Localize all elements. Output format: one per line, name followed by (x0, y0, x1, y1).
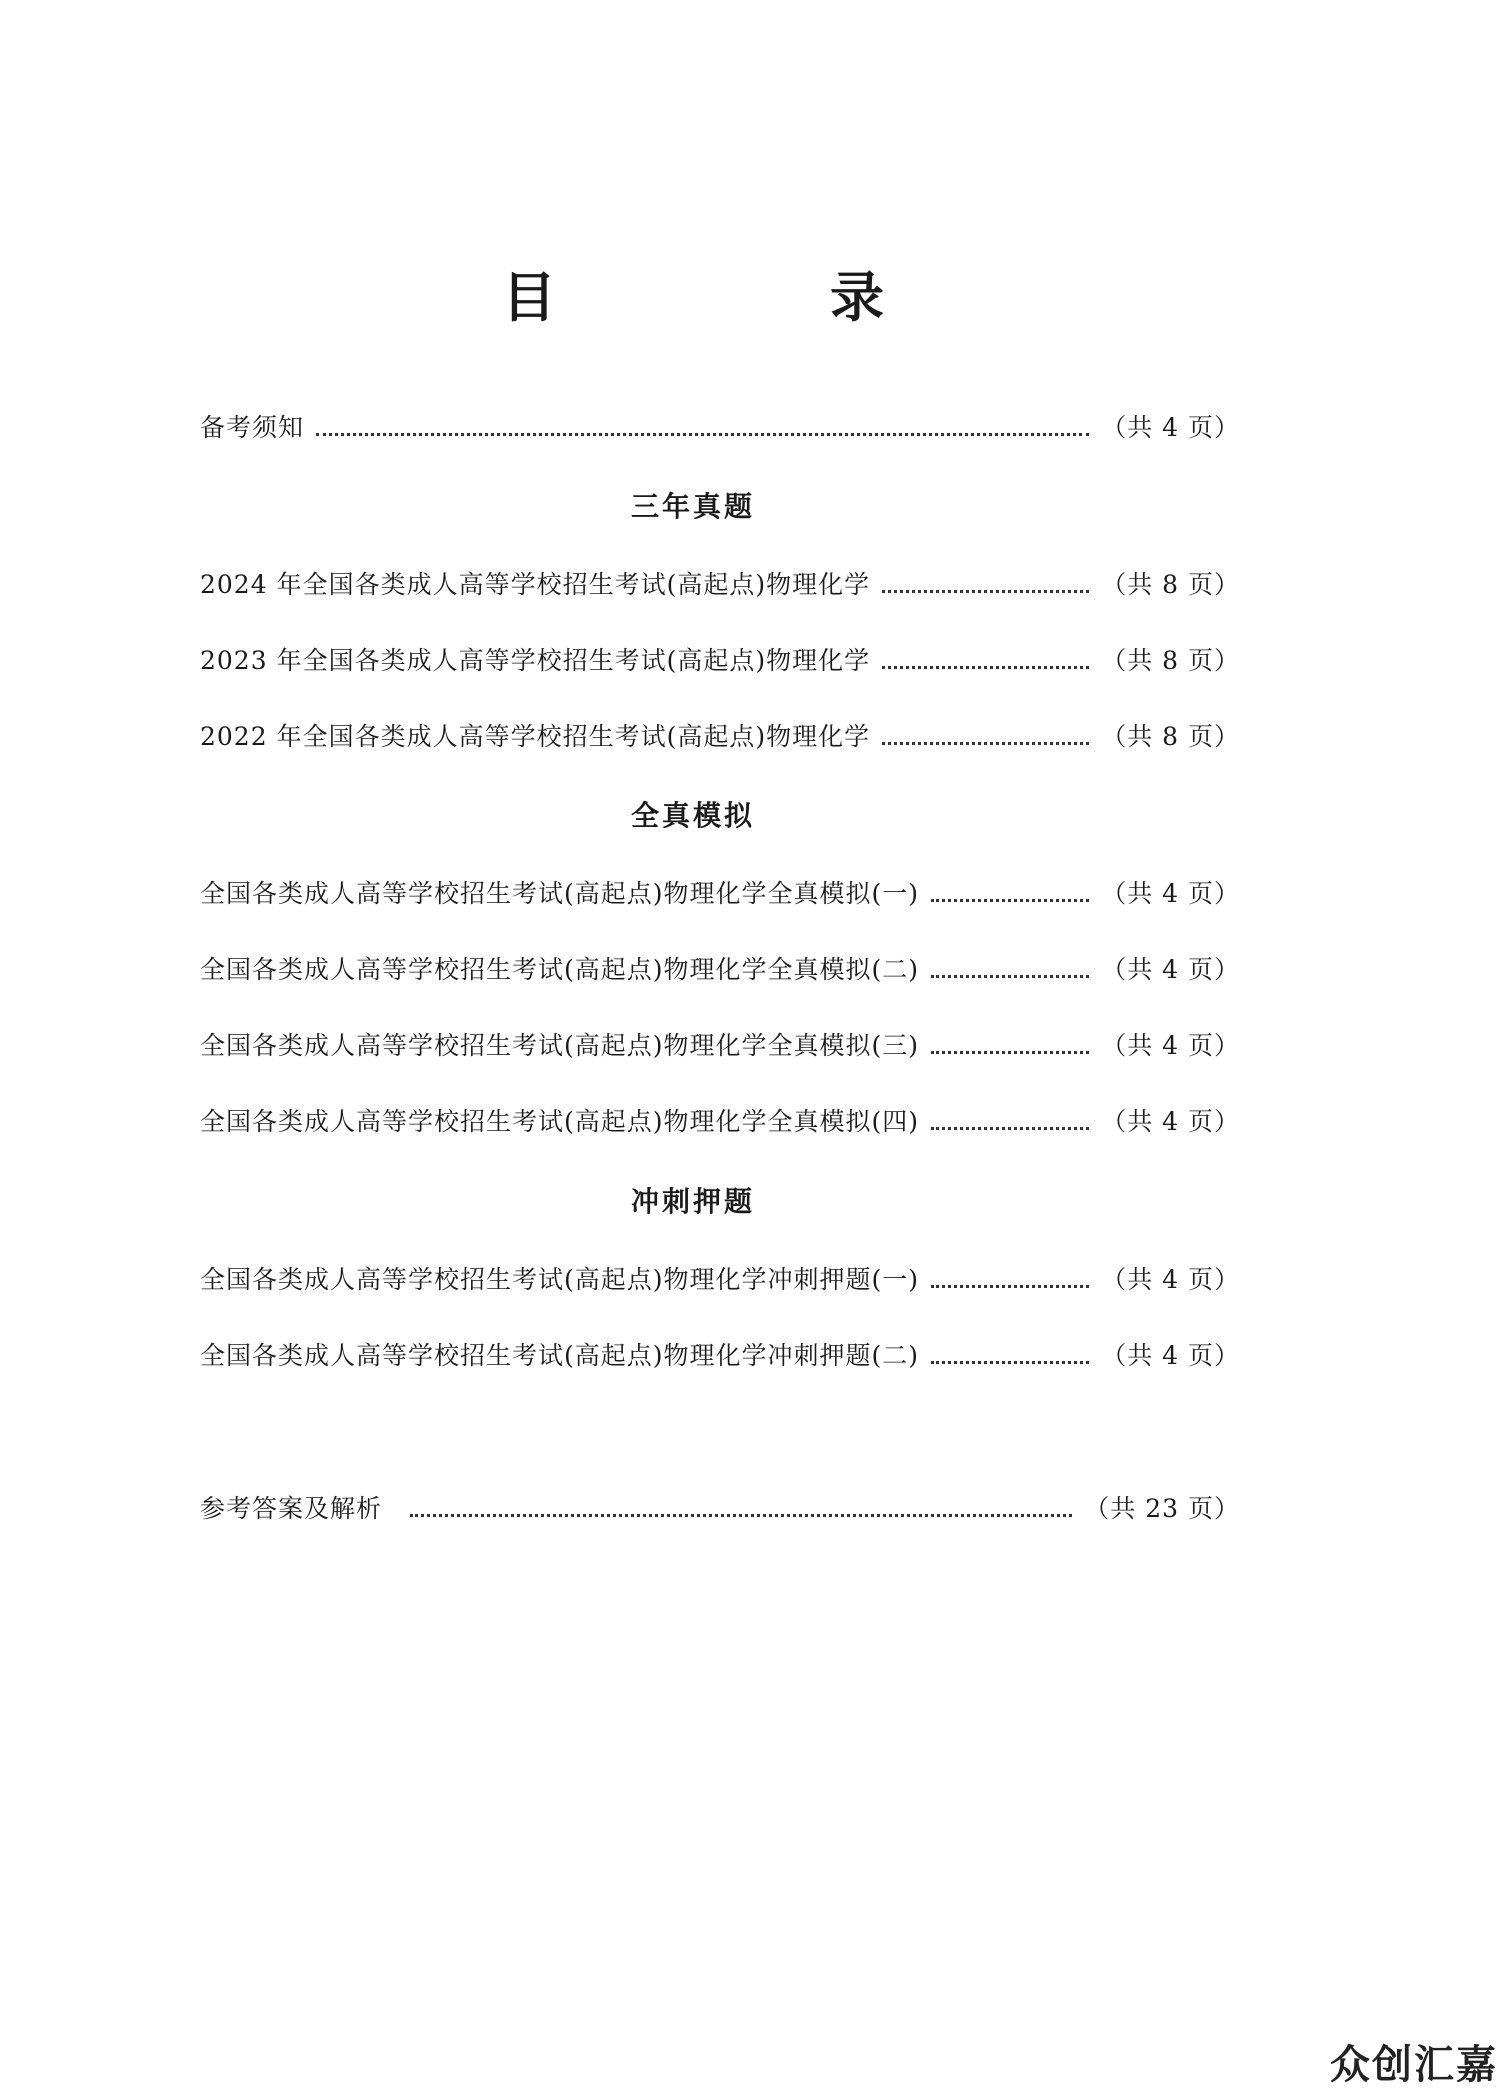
section-heading-sprint: 冲刺押题 (630, 1185, 755, 1218)
toc-entry-label: 2023 年全国各类成人高等学校招生考试(高起点)物理化学 (200, 646, 871, 675)
toc-entry-label: 备考须知 (200, 413, 305, 442)
toc-entry-label: 全国各类成人高等学校招生考试(高起点)物理化学全真模拟(三) (200, 1031, 920, 1060)
toc-entry-label: 全国各类成人高等学校招生考试(高起点)物理化学全真模拟(二) (200, 955, 920, 984)
dot-leader (882, 565, 1089, 605)
watermark-logo: 众创汇嘉 (1330, 2042, 1498, 2088)
toc-entry-preface[interactable] (200, 408, 1240, 448)
dot-leader (316, 408, 1089, 448)
toc-entry-pages: （共 4 页） (1101, 879, 1240, 908)
dot-leader (931, 950, 1089, 990)
toc-entry-pages: （共 4 页） (1101, 955, 1240, 984)
dot-leader (931, 874, 1089, 914)
toc-entry-label: 全国各类成人高等学校招生考试(高起点)物理化学冲刺押题(一) (200, 1265, 920, 1294)
toc-entry-label: 全国各类成人高等学校招生考试(高起点)物理化学全真模拟(一) (200, 879, 920, 908)
toc-entry-2024[interactable] (200, 565, 1240, 605)
toc-entry-label: 参考答案及解析 (200, 1494, 383, 1523)
toc-entry-mock-4[interactable] (200, 1102, 1240, 1142)
toc-entry-pages: （共 4 页） (1101, 1031, 1240, 1060)
toc-entry-pages: （共 8 页） (1101, 646, 1240, 675)
toc-entry-mock-2[interactable] (200, 950, 1240, 990)
section-heading-mock: 全真模拟 (630, 799, 755, 832)
toc-entry-pages: （共 23 页） (1084, 1494, 1240, 1523)
page-title: 目 录 (502, 265, 994, 329)
toc-entry-pages: （共 4 页） (1101, 1107, 1240, 1136)
dot-leader (410, 1489, 1072, 1529)
toc-entry-2022[interactable] (200, 717, 1240, 757)
toc-entry-label: 全国各类成人高等学校招生考试(高起点)物理化学冲刺押题(二) (200, 1341, 920, 1370)
toc-entry-mock-1[interactable] (200, 874, 1240, 914)
toc-entry-label: 全国各类成人高等学校招生考试(高起点)物理化学全真模拟(四) (200, 1107, 920, 1136)
dot-leader (882, 717, 1089, 757)
dot-leader (931, 1260, 1089, 1300)
toc-entry-pages: （共 8 页） (1101, 570, 1240, 599)
toc-entry-label: 2022 年全国各类成人高等学校招生考试(高起点)物理化学 (200, 722, 871, 751)
toc-entry-pages: （共 4 页） (1101, 1265, 1240, 1294)
toc-entry-mock-3[interactable] (200, 1026, 1240, 1066)
toc-entry-label: 2024 年全国各类成人高等学校招生考试(高起点)物理化学 (200, 570, 871, 599)
toc-entry-pages: （共 4 页） (1101, 1341, 1240, 1370)
dot-leader (882, 641, 1089, 681)
toc-entry-answers[interactable] (200, 1489, 1240, 1529)
toc-entry-2023[interactable] (200, 641, 1240, 681)
toc-entry-pages: （共 4 页） (1101, 413, 1240, 442)
dot-leader (931, 1336, 1089, 1376)
dot-leader (931, 1026, 1089, 1066)
section-heading-three-year: 三年真题 (630, 490, 755, 523)
toc-entry-pages: （共 8 页） (1101, 722, 1240, 751)
dot-leader (931, 1102, 1089, 1142)
toc-entry-sprint-1[interactable] (200, 1260, 1240, 1300)
toc-entry-sprint-2[interactable] (200, 1336, 1240, 1376)
